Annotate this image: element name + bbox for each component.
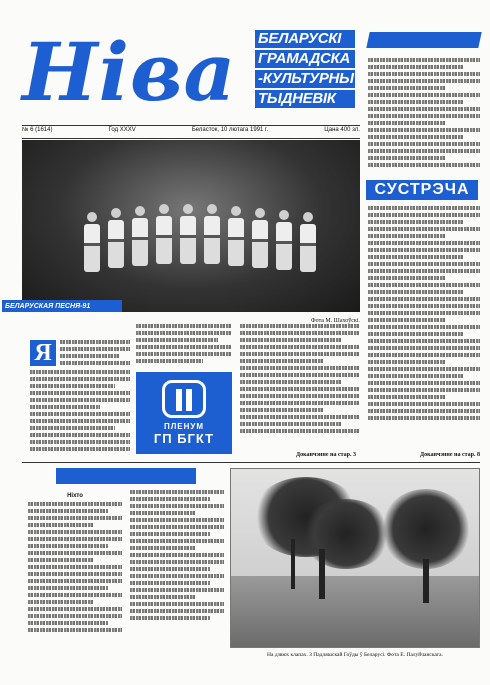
tagline-line-2: ГРАМАДСКА [255, 50, 355, 68]
newspaper-logo: Hiва [22, 25, 237, 119]
masthead-tagline [255, 30, 355, 120]
article-column-2 [136, 324, 232, 368]
plenum-title: ПЛЕНУМ [163, 422, 205, 431]
photo-credit: Фота М. Шахоўскі. [310, 318, 360, 324]
issue-year: Год XXXV [108, 127, 136, 133]
sustrecha-article [368, 206, 480, 424]
choir-photo [22, 140, 360, 312]
issue-price: Цана 400 зл. [324, 127, 360, 133]
bottom-section-divider [22, 462, 480, 463]
issue-number: № 6 (1614) [22, 127, 53, 133]
article-dropcap: Я [30, 340, 56, 366]
article-column-1-body [30, 370, 130, 452]
tree-photo-caption: На дзвюх клапах. З Падляшскай Гоўды ў Беларусі. Фота Е. Палуйчанскага. [267, 652, 443, 658]
radio-programme-box [28, 468, 224, 668]
masthead [22, 25, 252, 119]
tagline-line-3: -КУЛЬТУРНЫ [255, 70, 355, 88]
plenum-emblem [136, 372, 232, 454]
photo-label: БЕЛАРУСКАЯ ПЕСНЯ-91 [2, 300, 122, 312]
radio-header [56, 468, 196, 484]
continued-note-right: Доканчэнне на стар. 8 [420, 452, 480, 458]
header-divider-bottom [22, 138, 360, 139]
tagline-line-4: ТЫДНЕВІК [255, 90, 355, 108]
radio-column-right [130, 490, 224, 635]
article-column-3 [240, 324, 360, 448]
issue-info [22, 127, 360, 137]
plenum-logo-icon [162, 380, 206, 418]
article-column-1 [60, 340, 130, 368]
tree-landscape-photo [230, 468, 480, 648]
right-column-intro [368, 58, 480, 176]
plenum-subtitle: ГП БГКТ [153, 431, 215, 446]
section-heading-sustrecha: СУСТРЭЧА [366, 180, 478, 200]
continued-note-center: Доканчэнне на стар. 3 [296, 452, 356, 458]
radio-column-left [28, 490, 122, 635]
corner-badge [366, 32, 481, 48]
tagline-line-1: БЕЛАРУСКІ [255, 30, 355, 48]
issue-date: Беласток, 10 лютага 1991 г. [191, 127, 269, 133]
radio-subheading-left: Ніхто [67, 493, 83, 499]
header-divider [22, 125, 360, 126]
